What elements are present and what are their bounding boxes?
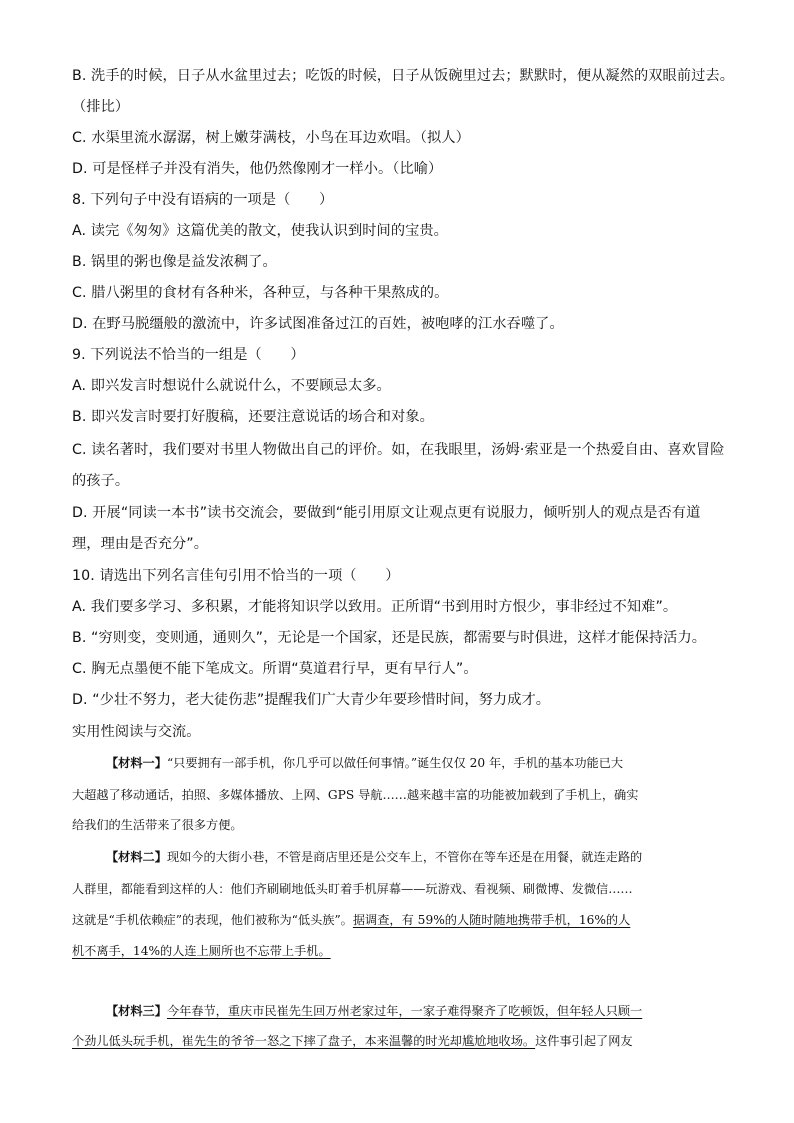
material-3-line2: [72, 1032, 633, 1050]
option-b-line1: B. 洗手的时候，日子从水盆里过去；吃饭的时候，日子从饭碗里过去；默默时，便从凝然的双眼前过去。: [72, 68, 734, 84]
question-9-option-b: B. 即兴发言时要打好腹稿，还要注意说话的场合和对象。: [72, 409, 434, 425]
material-2-line3-plain: 这就是“手机依赖症”的表现，他们被称为“低头族”。: [72, 913, 353, 927]
material-1-line2: 大超越了移动通话，拍照、多媒体播放、上网、GPS 导航……越来越丰富的功能被加载到了手机上，确实: [72, 788, 639, 802]
material-1-text: “只要拥有一部手机，你几乎可以做任何事情。”诞生仅仅 20 年，手机的基本功能已大: [166, 756, 624, 770]
question-8: 8. 下列句子中没有语病的一项是（ ）: [72, 192, 334, 208]
question-9: 9. 下列说法不恰当的一组是（ ）: [72, 347, 305, 363]
material-1-line1: [106, 754, 623, 772]
option-d: D. 可是怪样子并没有消失，他仍然像刚才一样小。（比喻）: [72, 161, 443, 177]
question-9-option-d-line2: 理，理由是否充分”。: [72, 536, 209, 552]
question-10: 10. 请选出下列名言佳句引用不恰当的一项（ ）: [72, 568, 400, 584]
material-2-tag: 【材料二】: [106, 850, 167, 864]
material-1-line3: 给我们的生活带来了很多方便。: [72, 818, 243, 832]
option-c: C. 水渠里流水潺潺，树上嫩芽满枝，小鸟在耳边欢唱。（拟人）: [72, 130, 470, 146]
question-9-option-c-line1: C. 读名著时，我们要对书里人物做出自己的评价。如，在我眼里，汤姆·索亚是一个热爱自由、喜欢冒险: [72, 442, 725, 458]
question-9-option-c-line2: 的孩子。: [72, 473, 130, 489]
question-10-option-c: C. 胸无点墨便不能下笔成文。所谓“莫道君行早，更有早行人”。: [72, 661, 478, 677]
material-3-line2-plain: 这件事引起了网友: [535, 1034, 633, 1048]
question-10-option-a: A. 我们要多学习、多积累，才能将知识学以致用。正所谓“书到用时方恨少，事非经过不知难”。: [72, 599, 678, 615]
question-9-option-d-line1: D. 开展“同读一本书”读书交流会，要做到“能引用原文让观点更有说服力，倾听别人的观点是否有道: [72, 505, 701, 521]
question-8-option-a: A. 读完《匆匆》这篇优美的散文，使我认识到时间的宝贵。: [72, 223, 448, 239]
question-8-option-c: C. 腊八粥里的食材有各种米，各种豆，与各种干果熬成的。: [72, 285, 449, 301]
material-2-line1: [106, 848, 642, 866]
material-2-line2: 人群里，都能看到这样的人：他们齐刷刷地低头盯着手机屏幕——玩游戏、看视频、刷微博、发微信……: [72, 882, 633, 896]
material-2-line3: [72, 911, 630, 929]
material-2-line3-underlined: 据调查，有 59%的人随时随地携带手机，16%的人: [352, 913, 631, 927]
material-2-text: 现如今的大街小巷，不管是商店里还是公交车上，不管你在等车还是在用餐，就连走路的: [166, 850, 643, 864]
question-8-option-d: D. 在野马脱缰般的激流中，许多试图准备过江的百姓，被咆哮的江水吞噬了。: [72, 316, 564, 332]
material-1-tag: 【材料一】: [106, 756, 167, 770]
question-10-option-b: B. “穷则变，变则通，通则久”，无论是一个国家，还是民族，都需要与时俱进，这样才能保持活力。: [72, 630, 707, 646]
question-10-option-d: D. “少壮不努力，老大徒伤悲”提醒我们广大青少年要珍惜时间，努力成才。: [72, 692, 551, 708]
question-8-option-b: B. 锅里的粥也像是益发浓稠了。: [72, 254, 277, 270]
section-heading: 实用性阅读与交流。: [72, 724, 201, 740]
material-3-text: 今年春节，重庆市民崔先生回万州老家过年，一家子难得聚齐了吃顿饭，但年轻人只顾一: [166, 1004, 643, 1018]
material-2-line4: 机不离手，14%的人连上厕所也不忘带上手机。: [72, 944, 331, 958]
material-3-line1: [106, 1002, 642, 1020]
material-3-tag: 【材料三】: [106, 1004, 167, 1018]
option-b-line2: （排比）: [72, 99, 130, 115]
question-9-option-a: A. 即兴发言时想说什么就说什么，不要顾忌太多。: [72, 378, 391, 394]
material-3-line2-underlined: 个劲儿低头玩手机，崔先生的爷爷一怒之下摔了盘子，本来温馨的时光却尴尬地收场。: [72, 1034, 536, 1048]
